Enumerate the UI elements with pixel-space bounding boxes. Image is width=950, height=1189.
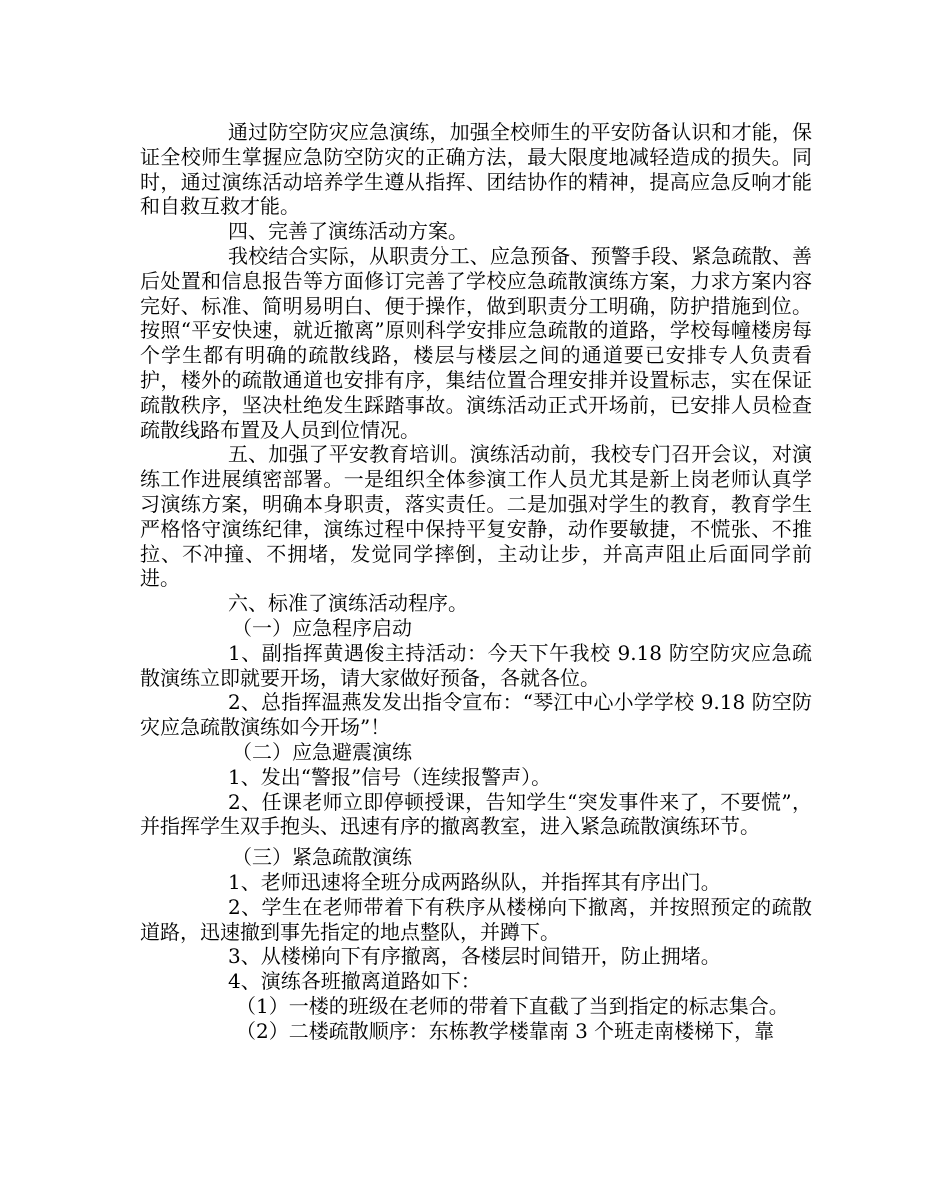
paragraph-plan: 我校结合实际，从职责分工、应急预备、预警手段、紧急疏散、善后处置和信息报告等方面修订完善了学校应急疏散演练方案，力求方案内容完好、标准、简明易明白、便于操作，做到职责分工明确，防护措施到位。按照“平安快速，就近撤离”原则科学安排应急疏散的道路，学校每幢楼房每个学生都有明确的疏散线路，楼层与楼层之间的通道要已安排专人负责看护，楼外的疏散通道也安排有序，集结位置合理安排并设置标志，实在保证疏散秩序，坚决杜绝发生踩踏事故。演练活动正式开场前，已安排人员检查疏散线路布置及人员到位情况。 (140, 243, 812, 442)
paragraph-training: 五、加强了平安教育培训。演练活动前，我校专门召开会议，对演练工作进展缜密部署。一是组织全体参演工作人员尤其是新上岗老师认真学习演练方案，明确本身职责，落实责任。二是加强对学生的教育，教育学生严格恪守演练纪律，演练过程中保持平复安静，动作要敏捷，不慌张、不推拉、不冲撞、不拥堵，发觉同学摔倒，主动让步，并高声阻止后面同学前进。 (140, 442, 812, 591)
list-item-quake-2: 2、任课老师立即停顿授课，告知学生“突发事件来了，不要慌”，并指挥学生双手抱头、迅速有序的撤离教室，进入紧急疏散演练环节。 (140, 789, 812, 839)
document-body (140, 120, 812, 1043)
list-item-route-1: （1）一楼的班级在老师的带着下直截了当到指定的标志集合。 (236, 993, 789, 1018)
list-item-start-2: 2、总指挥温燕发发出指令宣布：“琴江中心小学学校 9.18 防空防灾应急疏散演练如今开场”！ (140, 690, 812, 740)
heading-section-four: 四、完善了演练活动方案。 (228, 219, 468, 244)
list-item-evac-2: 2、学生在老师带着下有秩序从楼梯向下撤离，并按照预定的疏散道路，迅速撤到事先指定的地点整队，并蹲下。 (140, 894, 812, 944)
list-item-evac-1: 1、老师迅速将全班分成两路纵队，并指挥其有序出门。 (228, 869, 721, 894)
list-item-start-1: 1、副指挥黄遇俊主持活动：今天下午我校 9.18 防空防灾应急疏散演练立即就要开场，请大家做好预备，各就各位。 (140, 640, 812, 690)
list-item-quake-1: 1、发出“警报”信号（连续报警声）。 (228, 764, 552, 789)
subheading-procedure-start: （一）应急程序启动 (232, 615, 412, 640)
list-item-route-2: （2）二楼疏散顺序：东栋教学楼靠南 3 个班走南楼梯下，靠 (236, 1018, 775, 1043)
heading-section-six: 六、标准了演练活动程序。 (228, 591, 468, 616)
paragraph-goal: 通过防空防灾应急演练，加强全校师生的平安防备认识和才能，保证全校师生掌握应急防空防灾的正确方法，最大限度地减轻造成的损失。同时，通过演练活动培养学生遵从指挥、团结协作的精神，提高应急反响才能和自救互救才能。 (140, 120, 812, 219)
subheading-earthquake-drill: （二）应急避震演练 (232, 739, 412, 764)
list-item-evac-4: 4、演练各班撤离道路如下： (228, 969, 481, 994)
subheading-evacuation-drill: （三）紧急疏散演练 (232, 845, 412, 870)
list-item-evac-3: 3、从楼梯向下有序撤离，各楼层时间错开，防止拥堵。 (228, 944, 721, 969)
